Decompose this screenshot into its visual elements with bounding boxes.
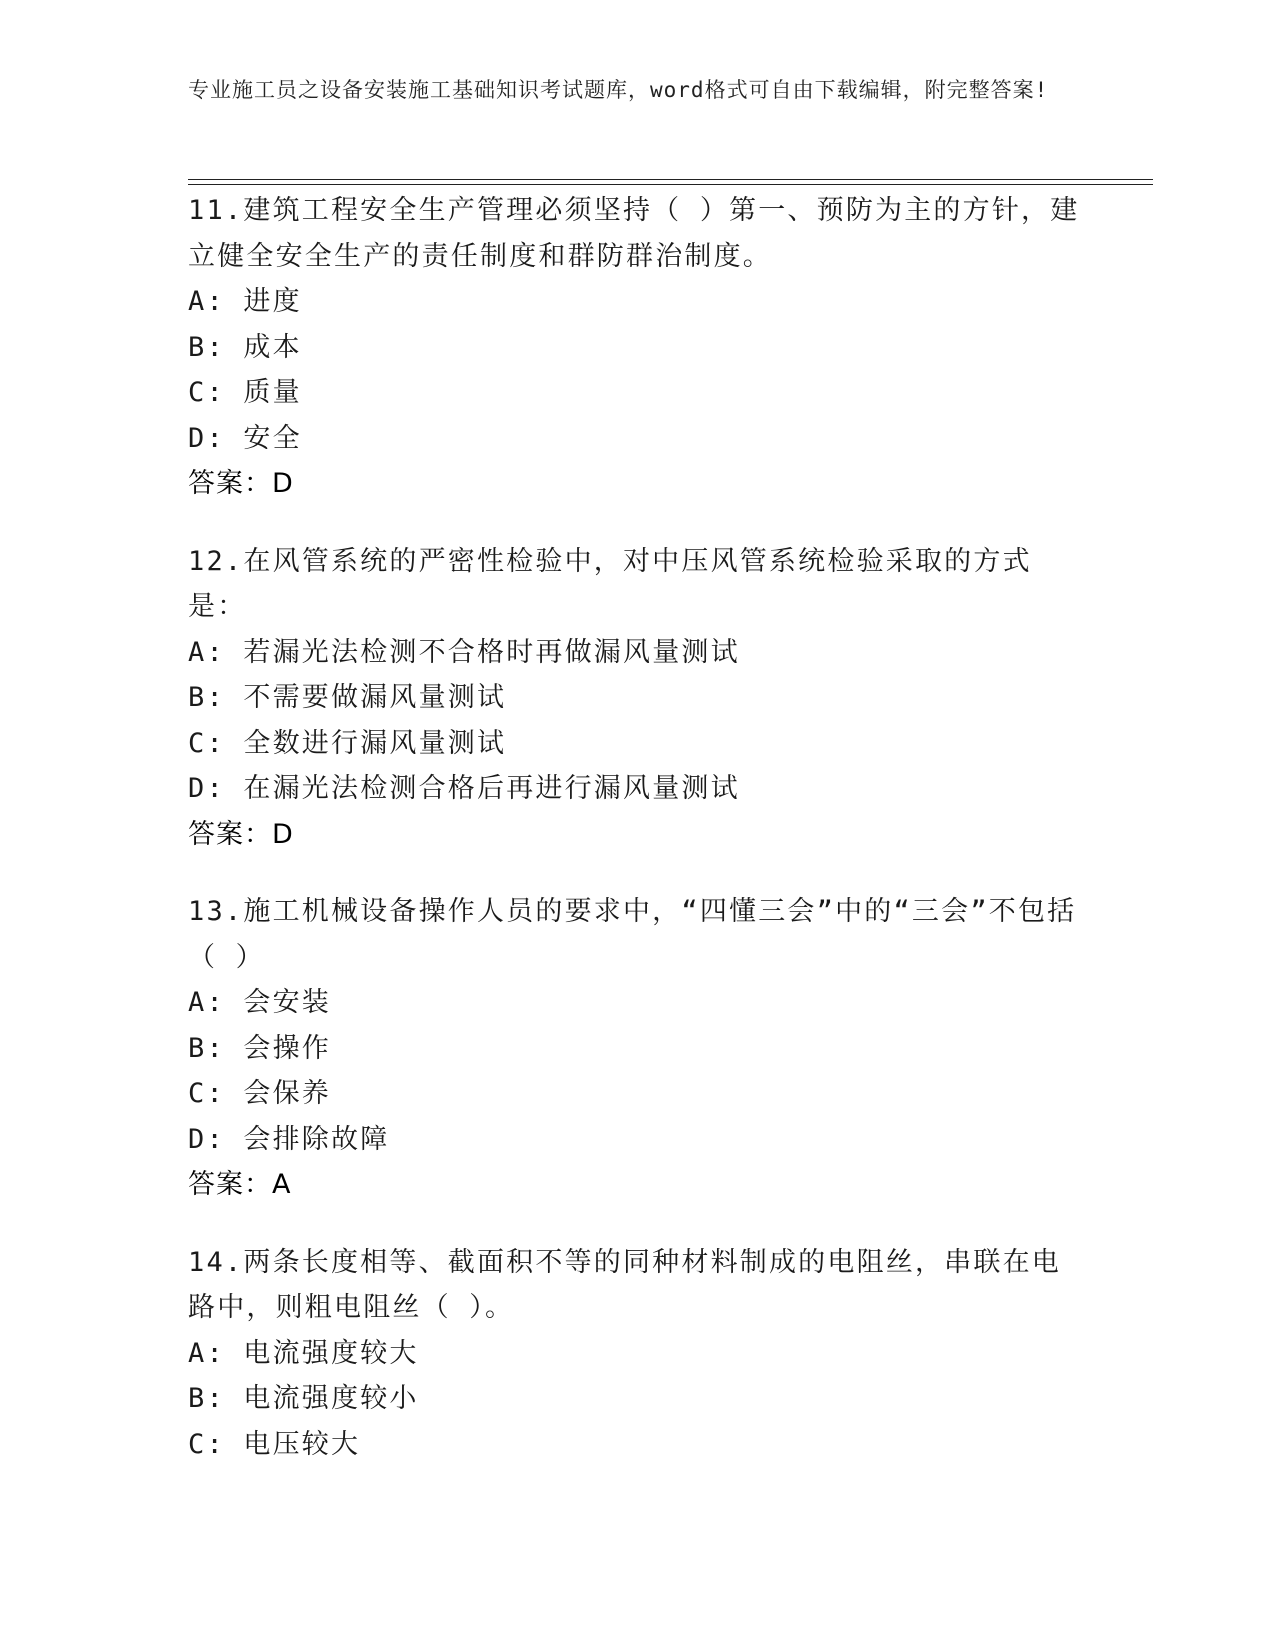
option-letter: C:: [188, 377, 225, 408]
option-letter: A:: [188, 1337, 225, 1369]
question-list: [188, 188, 1088, 1499]
option-text: 会安装: [243, 987, 331, 1018]
option-letter: A:: [188, 987, 225, 1018]
option-text: 电流强度较大: [243, 1337, 419, 1369]
option-c: [188, 1071, 1088, 1117]
option-letter: B:: [188, 331, 225, 363]
option-text: 质量: [243, 377, 302, 408]
option-b: [188, 325, 1088, 371]
option-text: 电流强度较小: [243, 1383, 419, 1414]
option-a: [188, 980, 1088, 1026]
option-c: [188, 370, 1088, 416]
option-letter: D:: [188, 773, 225, 804]
option-letter: B:: [188, 1383, 225, 1414]
option-a: [188, 279, 1088, 325]
option-a: [188, 630, 1088, 676]
question-stem: 11.建筑工程安全生产管理必须坚持（ ）第一、预防为主的方针，建立健全安全生产的责任制度和群防群治制度。: [188, 195, 1080, 272]
option-c: [188, 1422, 1088, 1468]
answer: 答案：D: [188, 818, 294, 850]
header-divider-bottom: [188, 184, 1153, 185]
option-text: 若漏光法检测不合格时再做漏风量测试: [243, 636, 740, 668]
question-14: [188, 1240, 1088, 1468]
option-letter: C:: [188, 1428, 225, 1460]
option-d: [188, 416, 1088, 462]
option-text: 全数进行漏风量测试: [243, 727, 507, 759]
document-header: 专业施工员之设备安装施工基础知识考试题库，word格式可自由下载编辑，附完整答案!: [188, 78, 1049, 102]
option-text: 会保养: [243, 1078, 331, 1109]
option-d: [188, 766, 1088, 812]
option-letter: B:: [188, 682, 225, 713]
option-b: [188, 1026, 1088, 1072]
option-letter: A:: [188, 636, 225, 668]
option-letter: D:: [188, 422, 225, 454]
option-text: 安全: [243, 422, 302, 454]
option-letter: A:: [188, 286, 225, 317]
option-text: 在漏光法检测合格后再进行漏风量测试: [243, 773, 740, 804]
option-letter: D:: [188, 1123, 225, 1155]
question-stem: 13.施工机械设备操作人员的要求中，“四懂三会”中的“三会”不包括（ ）: [188, 896, 1077, 973]
option-text: 进度: [243, 286, 302, 317]
option-letter: B:: [188, 1032, 225, 1064]
answer: 答案：D: [188, 468, 294, 499]
option-d: [188, 1117, 1088, 1163]
option-a: [188, 1331, 1088, 1377]
option-b: [188, 1376, 1088, 1422]
header-divider-top: [188, 179, 1153, 180]
option-c: [188, 721, 1088, 767]
option-text: 电压较大: [243, 1428, 361, 1460]
question-stem: 14.两条长度相等、截面积不等的同种材料制成的电阻丝，串联在电路中，则粗电阻丝（ ）。: [188, 1246, 1061, 1323]
question-13: [188, 889, 1088, 1208]
question-stem: 12.在风管系统的严密性检验中，对中压风管系统检验采取的方式是：: [188, 545, 1032, 622]
option-text: 不需要做漏风量测试: [243, 682, 507, 713]
option-text: 会排除故障: [243, 1123, 390, 1155]
option-b: [188, 675, 1088, 721]
option-letter: C:: [188, 1078, 225, 1109]
option-text: 会操作: [243, 1032, 331, 1064]
answer: 答案：A: [188, 1169, 292, 1200]
question-11: [188, 188, 1088, 507]
option-letter: C:: [188, 727, 225, 759]
option-text: 成本: [243, 331, 302, 363]
question-12: [188, 539, 1088, 858]
